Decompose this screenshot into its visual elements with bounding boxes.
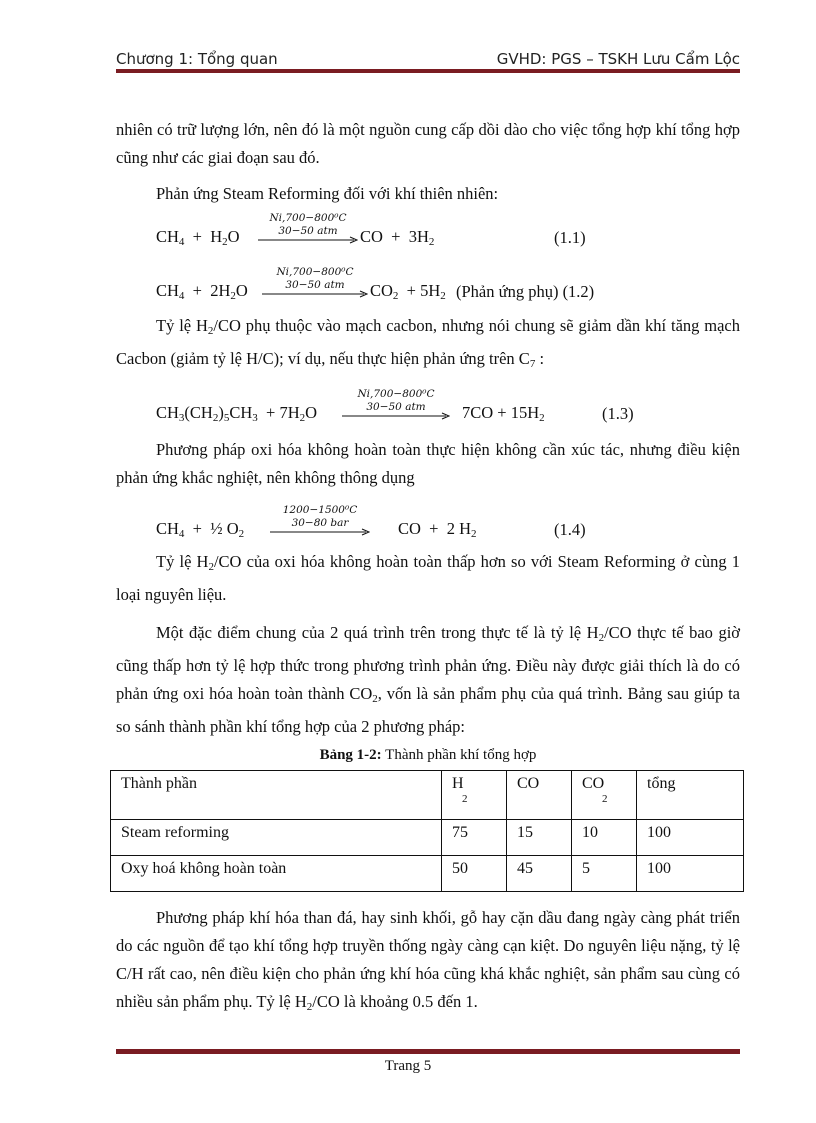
eq3-condition-top: Ni,700−800⁰C — [357, 388, 435, 400]
paragraph-4: Phương pháp oxi hóa không hoàn toàn thực hiện không cần xúc tác, nhưng điều kiện phản ứng khắc nghiệt, nên không thông dụng — [116, 440, 740, 487]
table-cell: Oxy hoá không hoàn toàn — [111, 856, 442, 892]
table-header-cell — [442, 771, 507, 820]
table-header-cell — [572, 771, 637, 820]
eq1-number: (1.1) — [554, 228, 586, 247]
eq3-rhs: $7CO + 15H_2$ — [462, 403, 545, 424]
header-label: tổng — [647, 775, 676, 792]
paragraph-7: Phương pháp khí hóa than đá, hay sinh khối, gỗ hay cặn dầu đang ngày càng phát triển do các nguồn để tạo khí tổng hợp truyền thống ngày càng cạn kiệt. Do nguyên liệu nặng, tỷ lệ C/H rất cao, nên điều kiện cho phản ứng khí hóa cũng khá khắc nghiệt, sản phẩm sau cùng có nhiều sản phẩm phụ. Tỷ lệ $H_2/CO$ là khoảng 0.5 đến 1. — [116, 908, 740, 1013]
table-header-cell — [637, 771, 744, 820]
table-cell: 15 — [507, 820, 572, 856]
equation-1-4 — [116, 500, 740, 544]
eq1-condition-top: Ni,700−800⁰C — [269, 212, 347, 224]
para6-part-c: , vốn là sản phẩm phụ của quá trình. Bảng sau giúp ta so sánh thành phần khí tổng hợp của 2 phương pháp: — [116, 684, 741, 736]
header-chapter: Chương 1: Tổng quan — [116, 50, 278, 68]
arrow-right-icon — [262, 290, 368, 298]
table-cell: 50 — [442, 856, 507, 892]
eq3-lhs: $CH_3(CH_2)_5CH_3 + 7H_2O$ — [156, 403, 318, 424]
table-header-cell — [111, 771, 442, 820]
eq2-note-number — [456, 282, 594, 302]
paragraph-5: Tỷ lệ $H_2/CO$ của oxi hóa không hoàn toàn thấp hơn so với Steam Reforming ở cùng 1 loại nguyên liệu. — [116, 552, 740, 604]
table-cell: 5 — [572, 856, 637, 892]
table-cell: Steam reforming — [111, 820, 442, 856]
page-content — [116, 116, 740, 1021]
table-caption-text: Thành phần khí tổng hợp — [381, 747, 537, 763]
eq1-lhs: $CH_4 + H_2O$ — [156, 227, 240, 248]
paragraph-3: Tỷ lệ $H_2/CO$ phụ thuộc vào mạch cacbon, nhưng nói chung sẽ giảm dần khí tăng mạch Cacbon (giảm tỷ lệ H/C); ví dụ, nếu thực hiện phản ứng trên $C_7$ : — [116, 316, 740, 370]
para5-part-b: /CO của oxi hóa không hoàn toàn thấp hơn so với Steam Reforming ở cùng 1 loại nguyên liệu. — [116, 552, 740, 604]
page-header — [116, 50, 740, 70]
composition-table — [110, 770, 744, 892]
equation-1-2 — [116, 262, 740, 306]
paragraph-1: nhiên có trữ lượng lớn, nên đó là một nguồn cung cấp dồi dào cho việc tổng hợp khí tổng hợp cũng như các giai đoạn sau đó. — [116, 120, 740, 167]
eq2-condition-bottom: 30−50 atm — [285, 279, 345, 291]
para5-part-a: Tỷ lệ H — [156, 552, 209, 571]
para3-part-c: : — [535, 349, 545, 368]
page-number: Trang 5 — [384, 1058, 432, 1074]
eq2-number: (1.2) — [562, 282, 595, 301]
eq2-lhs: $CH_4 + 2H_2O$ — [156, 281, 248, 302]
table-row — [111, 820, 744, 856]
header-label: H — [452, 775, 464, 792]
header-supervisor: GVHD: PGS – TSKH Lưu Cẩm Lộc — [496, 50, 740, 68]
table-cell: 100 — [637, 820, 744, 856]
para6-part-a: Một đặc điểm chung của 2 quá trình trên trong thực tế là tỷ lệ H — [156, 623, 599, 642]
eq2-note: (Phản ứng phụ) — [456, 282, 559, 301]
table-caption-label: Bảng 1-2: — [319, 747, 382, 763]
arrow-right-icon — [270, 528, 370, 536]
header-label: CO — [582, 775, 605, 792]
equation-1-1 — [116, 208, 740, 252]
eq4-number: (1.4) — [554, 520, 586, 539]
arrow-right-icon — [258, 236, 358, 244]
header-subscript: 2 — [602, 793, 608, 805]
table-cell: 10 — [572, 820, 637, 856]
eq2-condition-top: Ni,700−800⁰C — [276, 266, 354, 278]
para3-part-a: Tỷ lệ H — [156, 316, 208, 335]
eq4-condition-top: 1200−1500⁰C — [282, 504, 358, 516]
table-cell: 45 — [507, 856, 572, 892]
eq3-number: (1.3) — [602, 404, 634, 423]
eq4-condition-bottom: 30−80 bar — [291, 517, 349, 529]
eq1-condition-bottom: 30−50 atm — [278, 225, 338, 237]
arrow-right-icon — [342, 412, 450, 420]
equation-1-3 — [116, 384, 740, 428]
paragraph-6: Một đặc điểm chung của 2 quá trình trên trong thực tế là tỷ lệ $H_2/CO$ thực tế bao giờ cũng thấp hơn tỷ lệ hợp thức trong phương trình phản ứng. Điều này được giải thích là do có phản ứng oxi hóa hoàn toàn thành $CO_2$, vốn là sản phẩm phụ của quá trình. Bảng sau giúp ta so sánh thành phần khí tổng hợp của 2 phương pháp: — [116, 623, 741, 736]
table-cell: 100 — [637, 856, 744, 892]
table-caption — [116, 747, 740, 764]
table-row — [111, 856, 744, 892]
header-rule — [116, 69, 740, 73]
para7-part-a: Phương pháp khí hóa than đá, hay sinh khối, gỗ hay cặn dầu đang ngày càng phát triển do các nguồn để tạo khí tổng hợp truyền thống ngày càng cạn kiệt. Do nguyên liệu nặng, tỷ lệ C/H rất cao, nên điều kiện cho phản ứng khí hóa cũng khá khắc nghiệt, sản phẩm sau cùng có nhiều sản phẩm phụ. Tỷ lệ H — [116, 908, 740, 1011]
header-label: CO — [517, 775, 540, 792]
eq3-condition-bottom: 30−50 atm — [366, 401, 426, 413]
para6-part-b: /CO thực tế bao giờ cũng thấp hơn tỷ lệ hợp thức trong phương trình phản ứng. Điều này được giải thích là do có phản ứng oxi hóa hoàn toàn thành CO — [116, 623, 740, 703]
footer-rule — [116, 1049, 740, 1054]
table-header-row — [111, 771, 744, 820]
eq4-rhs: CO + 2 $H_2$ — [398, 519, 477, 540]
table-cell: 75 — [442, 820, 507, 856]
eq2-rhs: $CO_2 + 5H_2$ — [370, 281, 446, 302]
eq1-rhs: CO + $3H_2$ — [360, 227, 435, 248]
para7-part-b: /CO là khoảng 0.5 đến 1. — [312, 992, 478, 1011]
header-label: Thành phần — [121, 775, 197, 792]
para3-part-b: /CO phụ thuộc vào mạch cacbon, nhưng nói chung sẽ giảm dần khí tăng mạch Cacbon (giảm tỷ lệ H/C); ví dụ, nếu thực hiện phản ứng trên C — [116, 316, 740, 368]
header-subscript: 2 — [462, 793, 468, 805]
paragraph-2: Phản ứng Steam Reforming đối với khí thiên nhiên: — [156, 184, 499, 203]
table-header-cell — [507, 771, 572, 820]
eq4-lhs: $CH_4$ + ½ $O_2$ — [156, 519, 245, 540]
